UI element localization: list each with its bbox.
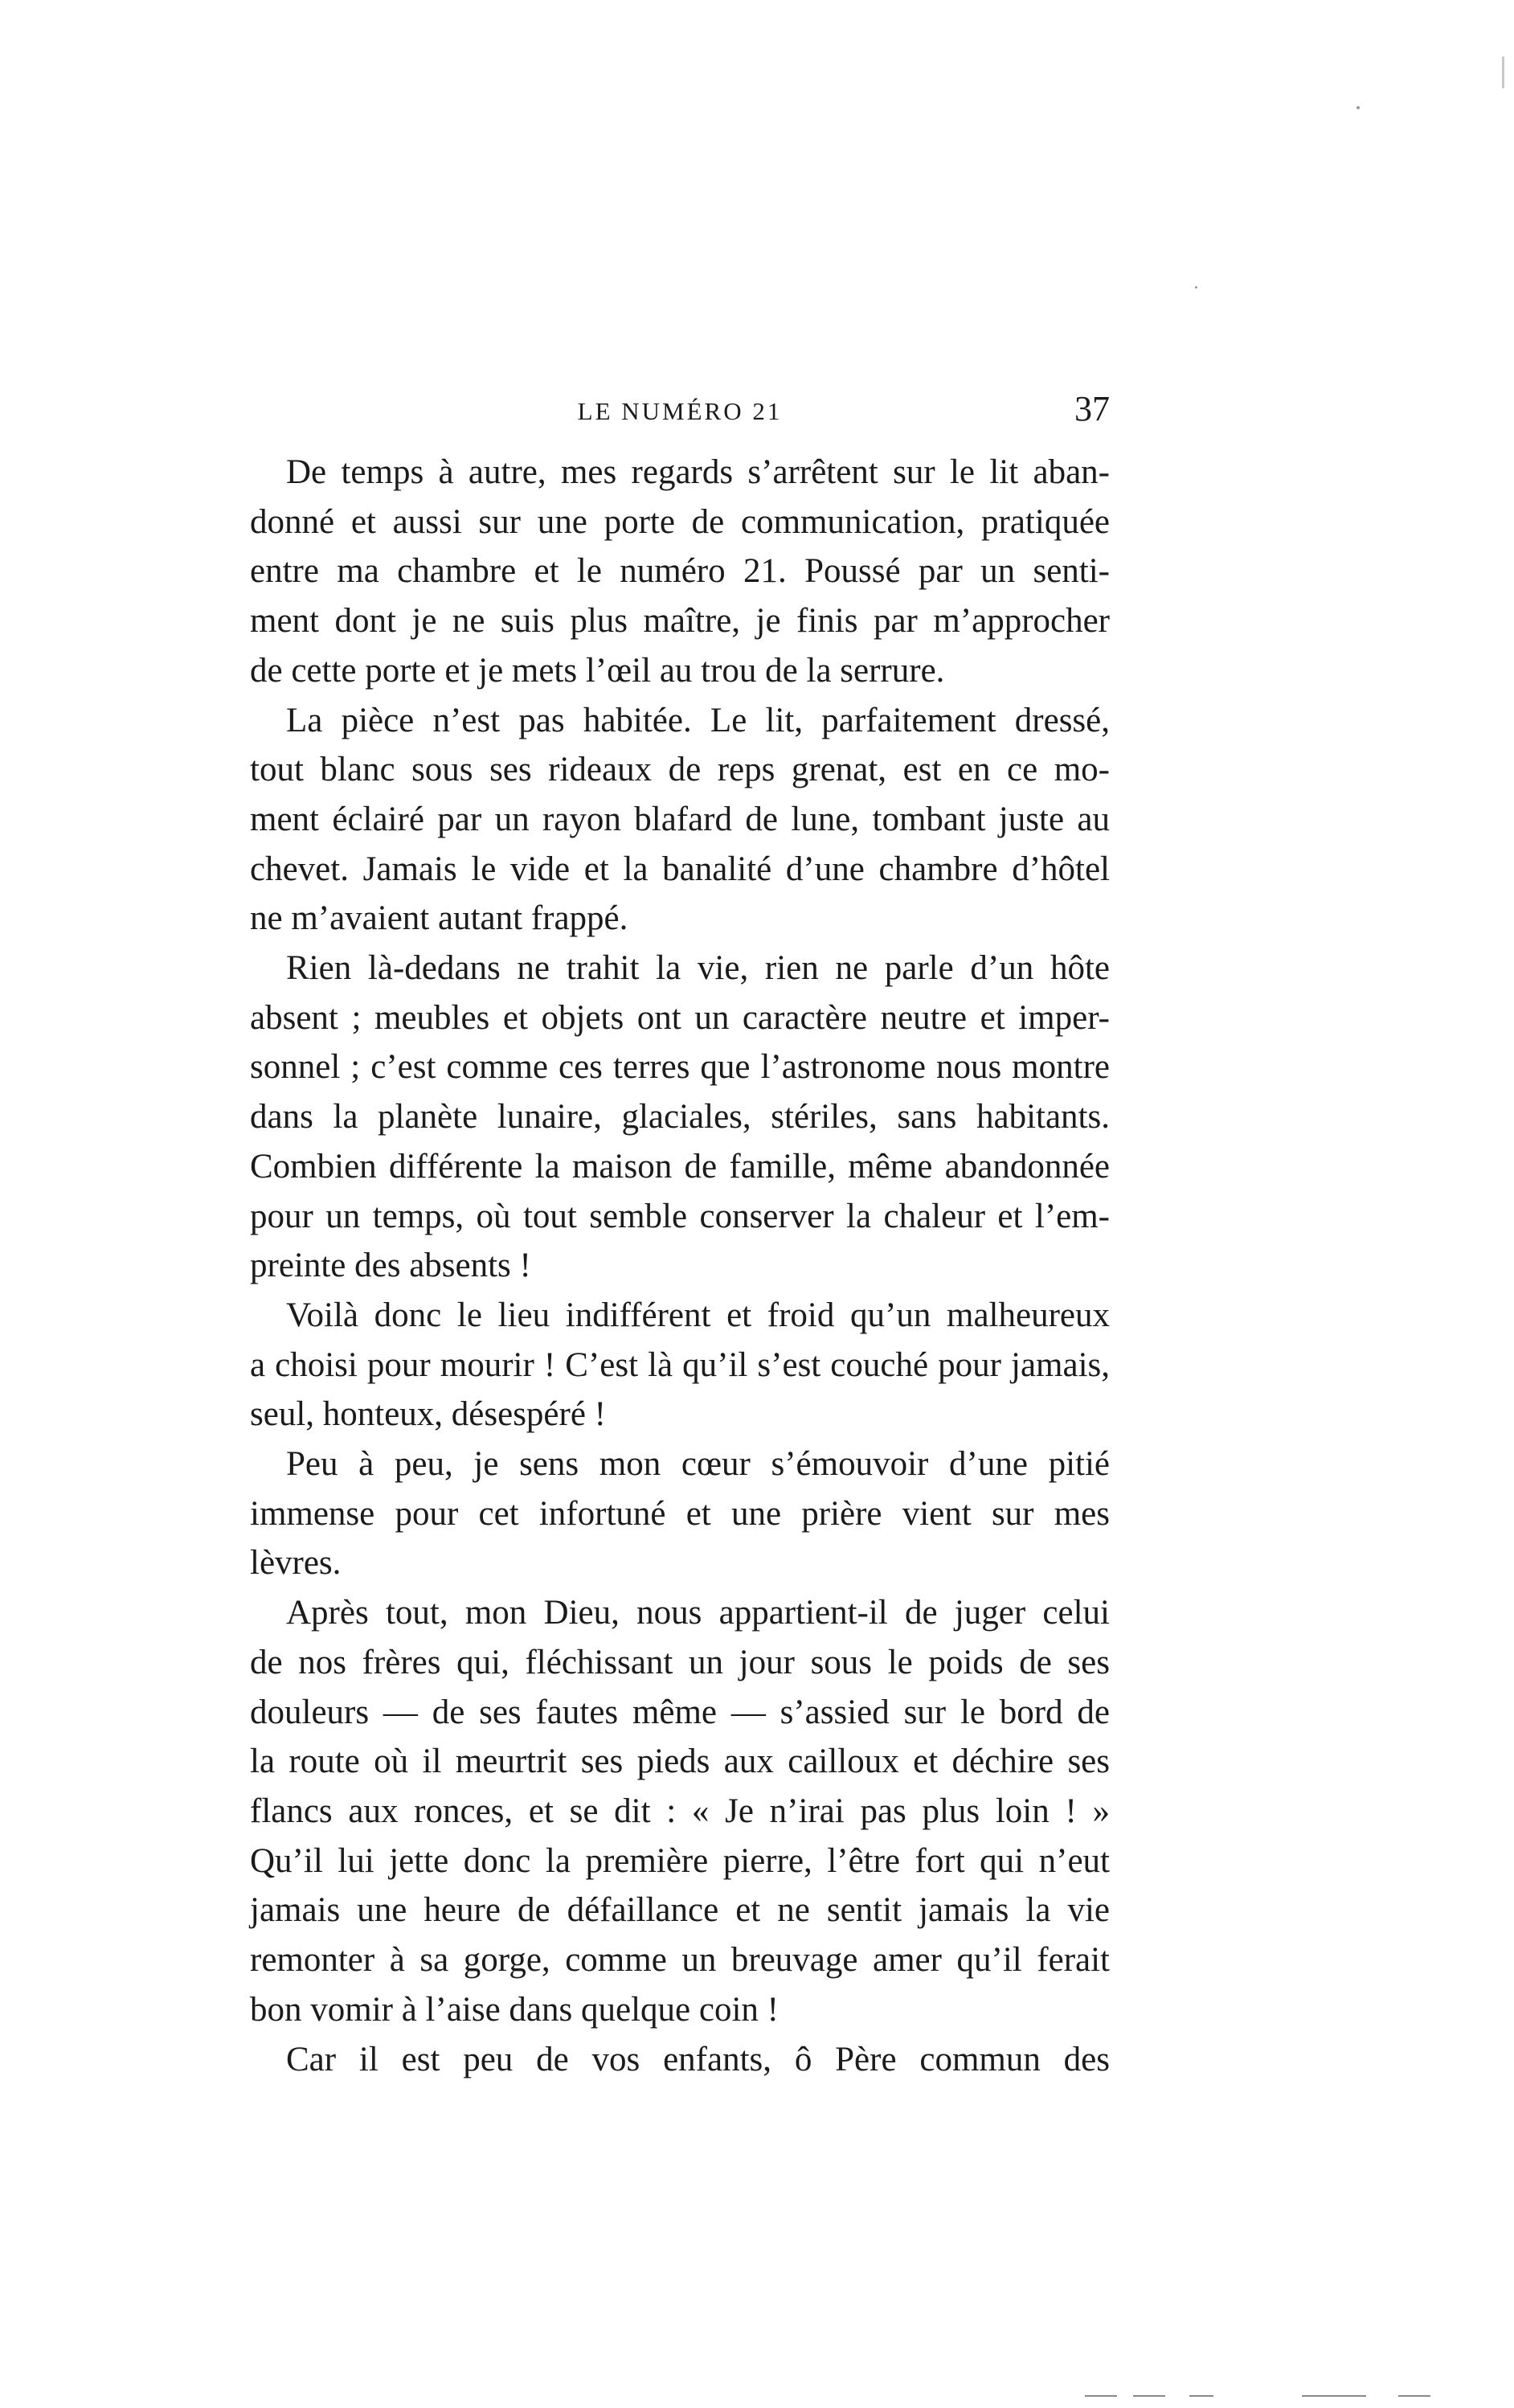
text-line: Rien là-dedans ne trahit la vie, rien ne parle d’un hôte [286, 949, 1110, 988]
scan-edge-mark [1189, 2395, 1213, 2397]
paragraph [250, 1291, 1110, 1439]
text-line: bon vomir à l’aise dans quelque coin ! [250, 1990, 779, 2029]
text-line: Peu à peu, je sens mon cœur s’émouvoir d’une pitié [286, 1445, 1110, 1484]
text-line: Qu’il lui jette donc la première pierre, l’être fort qui n’eut [250, 1841, 1110, 1880]
paragraph [250, 448, 1110, 696]
scan-speck [1502, 56, 1504, 88]
text-line: jamais une heure de défaillance et ne sentit jamais la vie [250, 1891, 1110, 1930]
text-line: de nos frères qui, fléchissant un jour sous le poids de ses [250, 1643, 1110, 1681]
text-line: pour un temps, où tout semble conserver la chaleur et l’em- [250, 1197, 1110, 1235]
text-line: flancs aux ronces, et se dit : « Je n’irai pas plus loin ! » [250, 1792, 1110, 1830]
text-line: donné et aussi sur une porte de communication, pratiquée [250, 502, 1110, 541]
text-line: ment éclairé par un rayon blafard de lune, tombant juste au [250, 800, 1110, 838]
paragraph [250, 1439, 1110, 1588]
scan-edge-mark [1085, 2395, 1117, 2397]
text-line: absent ; meubles et objets ont un caractère neutre et imper- [250, 998, 1110, 1037]
paragraph [250, 696, 1110, 944]
body-text [250, 448, 1110, 2084]
text-line: preinte des absents ! [250, 1247, 531, 1285]
text-line: remonter à sa gorge, comme un breuvage amer qu’il ferait [250, 1941, 1110, 1980]
text-line: ne m’avaient autant frappé. [250, 899, 628, 938]
text-line: sonnel ; c’est comme ces terres que l’astronome nous montre [250, 1048, 1110, 1087]
text-line: La pièce n’est pas habitée. Le lit, parfaitement dressé, [286, 701, 1110, 739]
text-line: Après tout, mon Dieu, nous appartient-il de juger celui [286, 1594, 1110, 1632]
text-line: entre ma chambre et le numéro 21. Poussé par un senti- [250, 552, 1110, 591]
running-title: LE NUMÉRO 21 [577, 397, 783, 425]
scan-edge-mark [1133, 2395, 1165, 2397]
paragraph [250, 1588, 1110, 2034]
scan-speck [1195, 286, 1197, 289]
text-line: dans la planète lunaire, glaciales, stériles, sans habitants. [250, 1098, 1110, 1136]
text-line: la route où il meurtrit ses pieds aux cailloux et déchire ses [250, 1743, 1110, 1781]
text-line: a choisi pour mourir ! C’est là qu’il s’est couché pour jamais, [250, 1345, 1110, 1384]
page-number: 37 [1074, 389, 1110, 428]
text-line: douleurs — de ses fautes même — s’assied sur le bord de [250, 1693, 1110, 1731]
text-line: Combien différente la maison de famille, même abandonnée [250, 1147, 1110, 1186]
scan-edge-mark [1302, 2395, 1366, 2397]
scan-edge-mark [1398, 2395, 1430, 2397]
text-line: tout blanc sous ses rideaux de reps grenat, est en ce mo- [250, 751, 1110, 789]
text-line: Car il est peu de vos enfants, ô Père commun des [286, 2040, 1110, 2078]
text-line: immense pour cet infortuné et une prière vient sur mes [250, 1494, 1110, 1533]
text-line: chevet. Jamais le vide et la banalité d’une chambre d’hôtel [250, 850, 1110, 888]
page-header [250, 384, 1110, 440]
paragraph [250, 944, 1110, 1291]
text-line: lèvres. [250, 1544, 342, 1583]
scan-speck [1356, 106, 1360, 109]
text-line: De temps à autre, mes regards s’arrêtent sur le lit aban- [286, 453, 1110, 491]
text-line: de cette porte et je mets l’œil au trou de la serrure. [250, 651, 945, 690]
paragraph [250, 2035, 1110, 2085]
text-line: ment dont je ne suis plus maître, je finis par m’approcher [250, 602, 1110, 641]
text-line: Voilà donc le lieu indifférent et froid qu’un malheureux [286, 1296, 1110, 1334]
text-line: seul, honteux, désespéré ! [250, 1395, 606, 1434]
